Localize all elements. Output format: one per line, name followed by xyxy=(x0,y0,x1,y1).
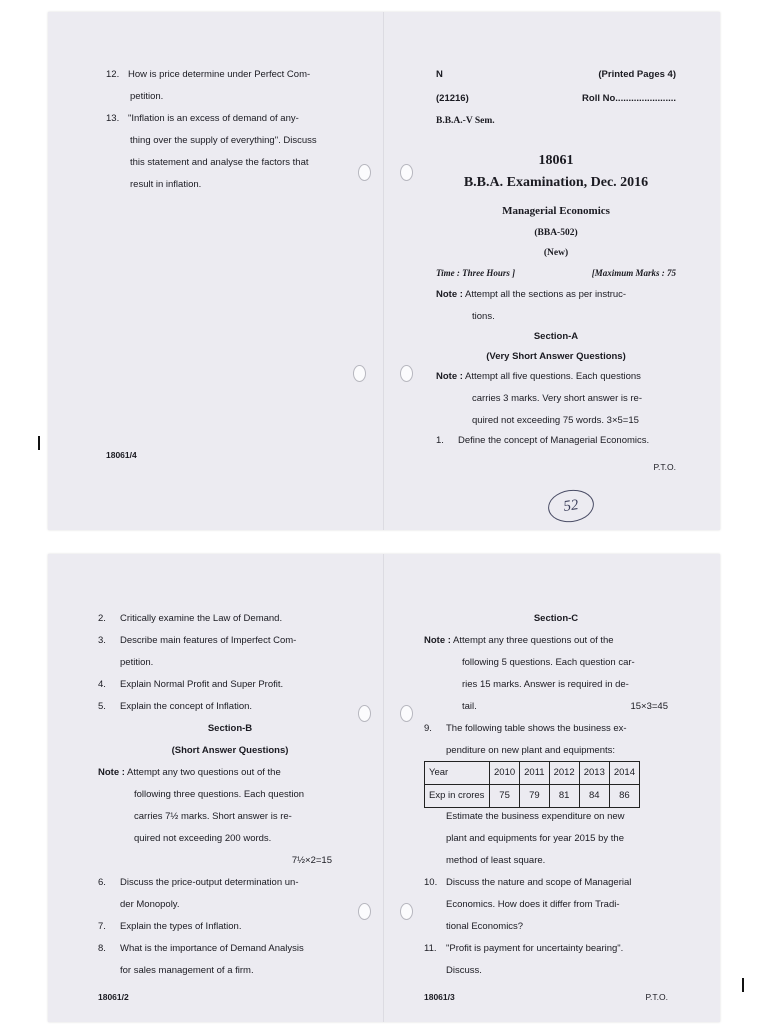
scan-edge-mark xyxy=(742,978,744,992)
page-footer-pto: P.T.O. xyxy=(645,992,668,1002)
table-cell: Year xyxy=(425,762,490,785)
section-c-heading: Section-C xyxy=(533,613,579,624)
page-fold xyxy=(383,554,385,1022)
expenditure-table xyxy=(424,761,640,808)
page-footer-code: 18061/3 xyxy=(424,992,455,1002)
page-fold xyxy=(383,12,385,530)
table-cell: 84 xyxy=(579,785,609,808)
question-text: for sales management of a firm. xyxy=(120,965,254,976)
punch-hole xyxy=(400,164,413,181)
roll-number: Roll No....................... xyxy=(582,93,676,104)
note-section-c: Note : Attempt any three questions out of the xyxy=(424,635,614,646)
table-cell: 2014 xyxy=(609,762,639,785)
table-cell: 81 xyxy=(549,785,579,808)
page-footer-code: 18061/4 xyxy=(106,450,137,460)
handwritten-page-number: 52 xyxy=(546,487,596,525)
question-12: 12. How is price determine under Perfect Com- xyxy=(106,69,311,80)
question-text: Discuss. xyxy=(446,965,482,976)
table-cell: 86 xyxy=(609,785,639,808)
question-text: der Monopoly. xyxy=(120,899,180,910)
table-row xyxy=(425,762,640,785)
exam-code: 18061 xyxy=(538,153,574,168)
punch-hole xyxy=(353,365,366,382)
note-1: Note : Attempt all the sections as per instruc- xyxy=(436,289,627,300)
question-text: penditure on new plant and equipments: xyxy=(446,745,616,756)
note-text: carries 3 marks. Very short answer is re- xyxy=(472,393,642,404)
section-b-subheading: (Short Answer Questions) xyxy=(171,745,289,756)
question-1: 1. Define the concept of Managerial Economics. xyxy=(436,435,650,446)
section-a-heading: Section-A xyxy=(533,331,579,342)
note-text: following 5 questions. Each question car- xyxy=(462,657,635,668)
note-text: carries 7½ marks. Short answer is re- xyxy=(134,811,292,822)
question-text: Estimate the business expenditure on new xyxy=(446,811,625,822)
question-2: 2. Critically examine the Law of Demand. xyxy=(98,613,283,624)
table-cell: 79 xyxy=(520,785,549,808)
exam-title: B.B.A. Examination, Dec. 2016 xyxy=(463,175,649,190)
note-text: quired not exceeding 75 words. 3×5=15 xyxy=(472,415,639,426)
maximum-marks: [Maximum Marks : 75 xyxy=(591,268,676,278)
question-13: 13. "Inflation is an excess of demand of any- xyxy=(106,113,299,124)
punch-hole xyxy=(400,903,413,920)
punch-hole xyxy=(400,365,413,382)
punch-hole xyxy=(358,903,371,920)
question-10: 10. Discuss the nature and scope of Managerial xyxy=(424,877,632,888)
subject-title: Managerial Economics xyxy=(502,205,610,217)
question-text: petition. xyxy=(130,91,164,102)
note-text: ries 15 marks. Answer is required in de- xyxy=(462,679,629,690)
question-3: 3. Describe main features of Imperfect Com- xyxy=(98,635,297,646)
table-cell: 2010 xyxy=(490,762,520,785)
question-7: 7. Explain the types of Inflation. xyxy=(98,921,242,932)
scan-edge-mark xyxy=(38,436,40,450)
table-cell: 75 xyxy=(490,785,520,808)
punch-hole xyxy=(400,705,413,722)
question-text: tional Economics? xyxy=(446,921,524,932)
exam-sheet-top xyxy=(48,12,720,530)
section-a-subheading: (Very Short Answer Questions) xyxy=(486,351,626,362)
question-text: petition. xyxy=(120,657,154,668)
note-text: tail. xyxy=(462,701,477,712)
note-text: tions. xyxy=(472,311,495,322)
punch-hole xyxy=(358,164,371,181)
paper-number: (21216) xyxy=(436,93,469,104)
table-cell: 2013 xyxy=(579,762,609,785)
note-text: following three questions. Each question xyxy=(134,789,305,800)
question-text: result in inflation. xyxy=(130,179,202,190)
note-section-b: Note : Attempt any two questions out of the xyxy=(98,767,281,778)
course-name: B.B.A.-V Sem. xyxy=(436,116,495,126)
section-b-heading: Section-B xyxy=(207,723,253,734)
paper-code-letter: N xyxy=(436,69,443,80)
note-text: quired not exceeding 200 words. xyxy=(134,833,272,844)
question-text: Economics. How does it differ from Tradi- xyxy=(446,899,620,910)
section-c-marks: 15×3=45 xyxy=(630,701,668,712)
question-11: 11. "Profit is payment for uncertainty bearing". xyxy=(424,943,624,954)
question-text: thing over the supply of everything". Discuss xyxy=(130,135,317,146)
note-2: Note : Attempt all five questions. Each questions xyxy=(436,371,641,382)
page-footer-pto: P.T.O. xyxy=(653,462,676,472)
section-b-marks: 7½×2=15 xyxy=(291,855,332,866)
exam-time: Time : Three Hours ] xyxy=(436,268,516,278)
question-text: plant and equipments for year 2015 by the xyxy=(446,833,624,844)
question-6: 6. Discuss the price-output determination un- xyxy=(98,877,299,888)
table-cell: 2012 xyxy=(549,762,579,785)
question-4: 4. Explain Normal Profit and Super Profit. xyxy=(98,679,284,690)
page-footer-code: 18061/2 xyxy=(98,992,129,1002)
question-9: 9. The following table shows the business ex- xyxy=(424,723,627,734)
exam-sheet-bottom xyxy=(48,554,720,1022)
subject-code: (BBA-502) xyxy=(534,228,578,238)
table-row xyxy=(425,785,640,808)
question-5: 5. Explain the concept of Inflation. xyxy=(98,701,253,712)
question-8: 8. What is the importance of Demand Analysis xyxy=(98,943,304,954)
printed-pages: (Printed Pages 4) xyxy=(598,69,676,80)
question-text: this statement and analyse the factors that xyxy=(130,157,309,168)
table-cell: Exp in crores xyxy=(425,785,490,808)
scheme-label: (New) xyxy=(543,248,569,258)
question-text: method of least square. xyxy=(446,855,546,866)
table-cell: 2011 xyxy=(520,762,549,785)
